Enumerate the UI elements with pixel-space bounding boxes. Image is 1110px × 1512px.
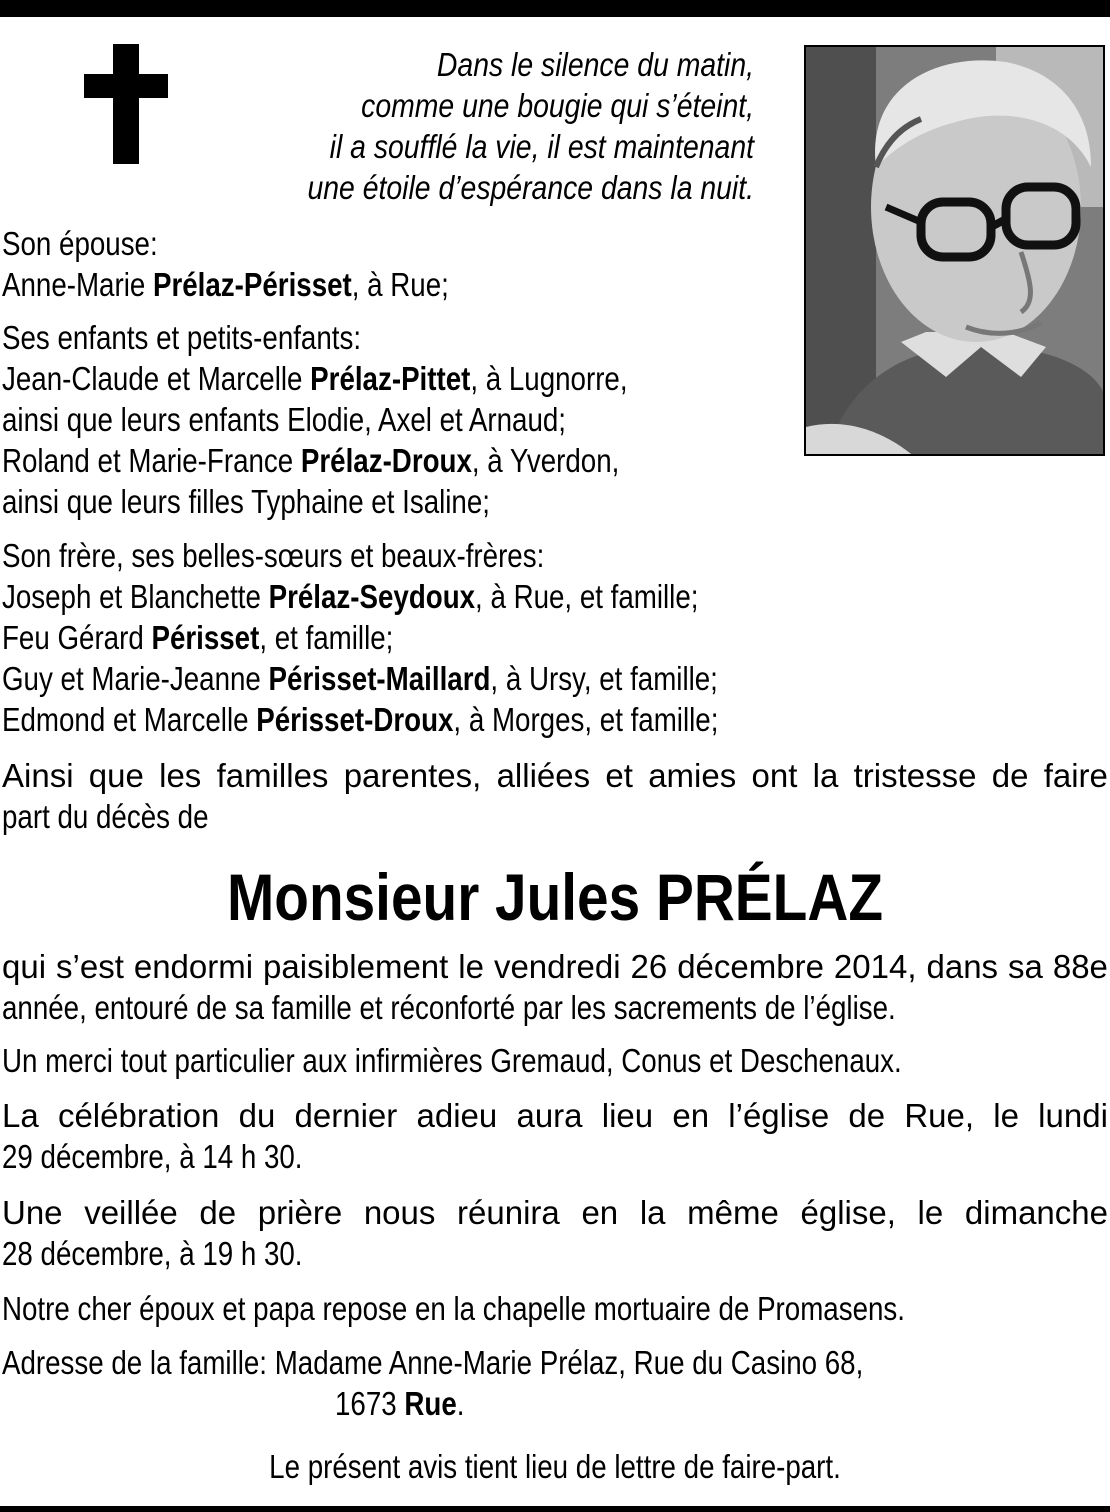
children-heading: Ses enfants et petits-enfants: — [2, 319, 362, 356]
child-line: Roland et Marie-France Prélaz-Droux, à Yverdon, — [2, 442, 620, 479]
sibling-line: Feu Gérard Périsset, et famille; — [2, 619, 394, 656]
address-line: Adresse de la famille: Madame Anne-Marie Prélaz, Rue du Casino 68, — [2, 1344, 864, 1381]
ceremony — [2, 1095, 1108, 1136]
sibling-line: Joseph et Blanchette Prélaz-Seydoux, à Rue, et famille; — [2, 578, 699, 615]
poem-line: comme une bougie qui s’éteint, — [361, 87, 754, 124]
death-notice — [2, 946, 1108, 987]
grandchildren-line: ainsi que leurs filles Typhaine et Isaline; — [2, 483, 490, 520]
address-line: 1673 Rue. — [335, 1385, 465, 1422]
ceremony-line: La célébration du dernier adieu aura lieu en l’église de Rue, le lundi — [2, 1097, 1108, 1134]
death-notice-line: qui s’est endormi paisiblement le vendredi 26 décembre 2014, dans sa 88e — [2, 948, 1108, 985]
spouse-line: Anne-Marie Prélaz-Périsset, à Rue; — [2, 266, 449, 303]
announcement-line: Ainsi que les familles parentes, alliées et amies ont la tristesse de faire — [2, 757, 1108, 794]
bottom-border — [0, 1506, 1110, 1512]
rests-line: Notre cher époux et papa repose en la chapelle mortuaire de Promasens. — [2, 1290, 905, 1327]
cross-icon — [84, 44, 168, 164]
top-border — [0, 0, 1110, 17]
poem-line: Dans le silence du matin, — [436, 46, 754, 83]
grandchildren-line: ainsi que leurs enfants Elodie, Axel et Arnaud; — [2, 401, 567, 438]
ceremony-line: 29 décembre, à 14 h 30. — [2, 1138, 303, 1175]
vigil — [2, 1192, 1108, 1233]
announcement-line: part du décès de — [2, 798, 209, 835]
siblings-heading: Son frère, ses belles-sœurs et beaux-frères: — [2, 537, 545, 574]
portrait-photo — [804, 45, 1105, 456]
vigil-line: Une veillée de prière nous réunira en la même église, le dimanche — [2, 1194, 1108, 1231]
vigil-line: 28 décembre, à 19 h 30. — [2, 1235, 303, 1272]
poem-line: il a soufflé la vie, il est maintenant — [329, 128, 754, 165]
child-line: Jean-Claude et Marcelle Prélaz-Pittet, à Lugnorre, — [2, 360, 628, 397]
poem-line: une étoile d’espérance dans la nuit. — [307, 169, 754, 206]
announcement — [2, 755, 1108, 796]
poem — [243, 44, 754, 208]
thanks-line: Un merci tout particulier aux infirmières Gremaud, Conus et Deschenaux. — [2, 1042, 902, 1079]
sibling-line: Edmond et Marcelle Périsset-Droux, à Morges, et famille; — [2, 701, 719, 738]
sibling-line: Guy et Marie-Jeanne Périsset-Maillard, à Ursy, et famille; — [2, 660, 718, 697]
portrait-illustration — [806, 47, 1105, 456]
closing-line: Le présent avis tient lieu de lettre de faire-part. — [269, 1448, 841, 1485]
spouse-heading: Son épouse: — [2, 225, 158, 262]
deceased-name: Monsieur Jules PRÉLAZ — [226, 860, 884, 934]
death-notice-line: année, entouré de sa famille et réconforté par les sacrements de l’église. — [2, 989, 896, 1026]
